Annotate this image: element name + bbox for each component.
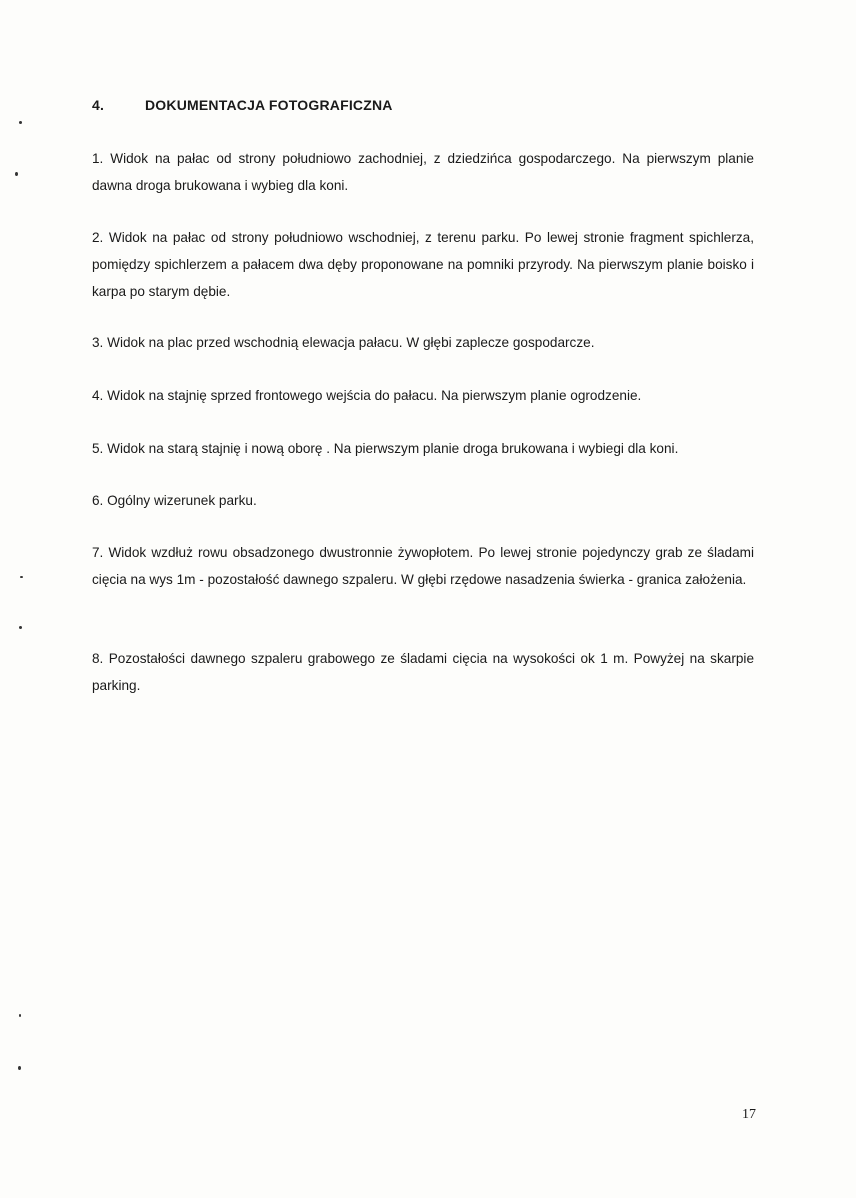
list-item: 5. Widok na starą stajnię i nową oborę . Na pierwszym planie droga brukowana i wybiegi dla koni. [92,441,679,456]
list-item: 7. Widok wzdłuż rowu obsadzonego dwustronnie żywopłotem. Po lewej stronie pojedynczy grab ze śladami cięcia na wys 1m - pozostałość dawnego szpaleru. W głębi rzędowe nasadzenia świerka - granica założenia. [92,545,754,587]
scan-speck [19,1014,21,1017]
scan-speck [19,626,22,629]
list-item: 1. Widok na pałac od strony południowo zachodniej, z dziedzińca gospodarczego. Na pierwszym planie dawna droga brukowana i wybieg dla koni. [92,151,754,193]
section-title: DOKUMENTACJA FOTOGRAFICZNA [145,97,393,113]
scan-speck [15,172,18,176]
list-item: 2. Widok na pałac od strony południowo wschodniej, z terenu parku. Po lewej stronie fragment spichlerza, pomiędzy spichlerzem a pałacem dwa dęby proponowane na pomniki przyrody. Na pierwszym planie boisko i karpa po starym dębie. [92,230,754,299]
list-item: 4. Widok na stajnię sprzed frontowego wejścia do pałacu. Na pierwszym planie ogrodzenie. [92,388,642,403]
list-item: 6. Ogólny wizerunek parku. [92,493,257,508]
page-number: 17 [742,1107,756,1122]
list-item: 8. Pozostałości dawnego szpaleru grabowego ze śladami cięcia na wysokości ok 1 m. Powyżej na skarpie parking. [92,651,754,693]
scan-speck [20,576,23,578]
list-item: 3. Widok na plac przed wschodnią elewacja pałacu. W głębi zaplecze gospodarcze. [92,335,595,350]
scan-speck [19,121,22,124]
section-heading [92,97,393,113]
scan-speck [18,1066,21,1070]
section-number: 4. [92,97,105,113]
